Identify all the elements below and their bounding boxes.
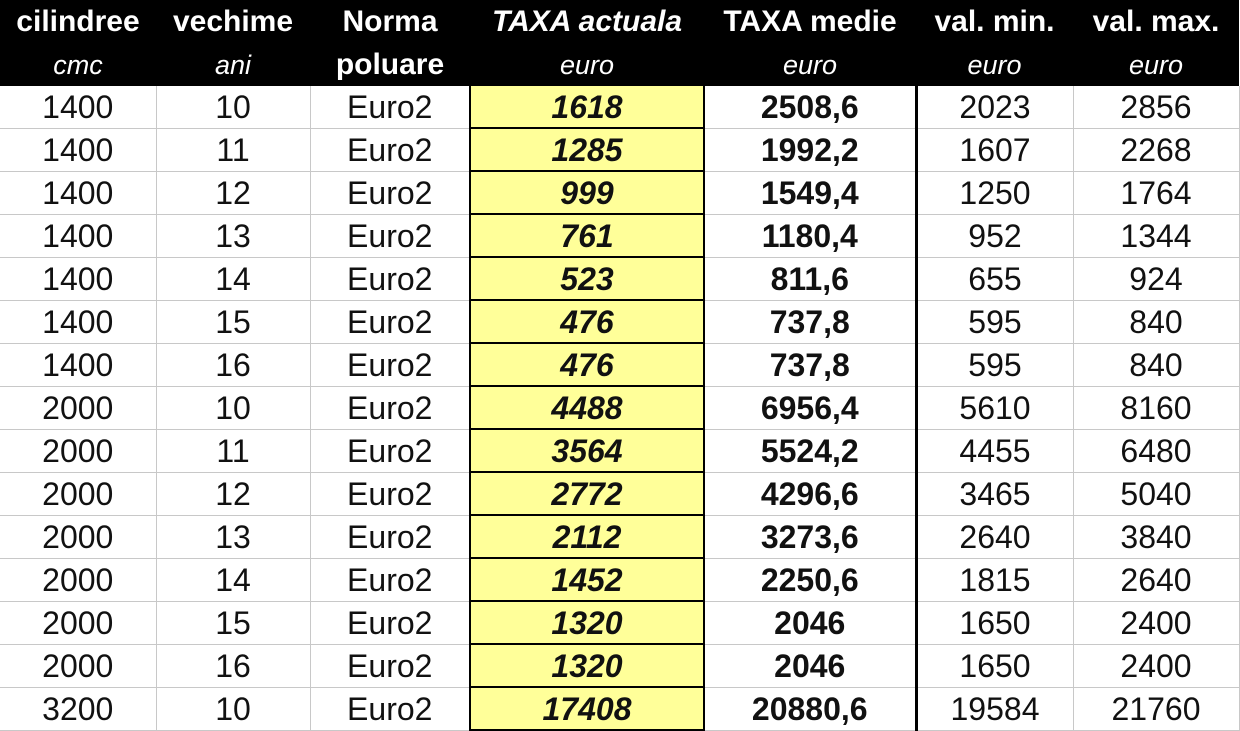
table-row <box>0 171 1239 214</box>
cell-vechime: 11 <box>156 128 310 171</box>
cell-val-min: 5610 <box>916 386 1073 429</box>
cell-cilindree: 1400 <box>0 86 156 128</box>
cell-norma: Euro2 <box>310 472 470 515</box>
cell-taxa-medie: 2046 <box>704 644 916 687</box>
cell-taxa-medie: 1180,4 <box>704 214 916 257</box>
cell-norma: Euro2 <box>310 128 470 171</box>
cell-val-max: 2400 <box>1073 601 1239 644</box>
unit-taxa-actuala: euro <box>470 44 704 86</box>
cell-val-max: 840 <box>1073 300 1239 343</box>
cell-vechime: 13 <box>156 515 310 558</box>
cell-taxa-actuala: 3564 <box>470 429 704 472</box>
cell-norma: Euro2 <box>310 558 470 601</box>
cell-vechime: 12 <box>156 472 310 515</box>
cell-val-min: 2640 <box>916 515 1073 558</box>
cell-norma: Euro2 <box>310 257 470 300</box>
unit-vechime: ani <box>156 44 310 86</box>
cell-taxa-actuala: 761 <box>470 214 704 257</box>
table-row <box>0 128 1239 171</box>
unit-val-min: euro <box>916 44 1073 86</box>
cell-cilindree: 2000 <box>0 644 156 687</box>
table-body <box>0 86 1239 730</box>
cell-val-min: 1650 <box>916 601 1073 644</box>
cell-taxa-medie: 2046 <box>704 601 916 644</box>
cell-vechime: 14 <box>156 558 310 601</box>
cell-val-min: 19584 <box>916 687 1073 730</box>
cell-taxa-actuala: 2112 <box>470 515 704 558</box>
cell-taxa-actuala: 476 <box>470 300 704 343</box>
cell-val-max: 2268 <box>1073 128 1239 171</box>
cell-taxa-medie: 6956,4 <box>704 386 916 429</box>
header-row-titles <box>0 0 1239 44</box>
cell-val-min: 595 <box>916 300 1073 343</box>
cell-taxa-actuala: 1320 <box>470 644 704 687</box>
cell-cilindree: 1400 <box>0 171 156 214</box>
cell-val-min: 952 <box>916 214 1073 257</box>
cell-cilindree: 1400 <box>0 257 156 300</box>
cell-vechime: 14 <box>156 257 310 300</box>
cell-norma: Euro2 <box>310 515 470 558</box>
cell-norma: Euro2 <box>310 386 470 429</box>
cell-val-min: 3465 <box>916 472 1073 515</box>
cell-cilindree: 2000 <box>0 472 156 515</box>
cell-vechime: 10 <box>156 386 310 429</box>
header-cilindree: cilindree <box>0 0 156 44</box>
header-norma: Norma <box>310 0 470 44</box>
cell-taxa-actuala: 17408 <box>470 687 704 730</box>
cell-vechime: 10 <box>156 687 310 730</box>
cell-cilindree: 1400 <box>0 214 156 257</box>
table-row <box>0 644 1239 687</box>
cell-taxa-actuala: 476 <box>470 343 704 386</box>
cell-val-max: 1344 <box>1073 214 1239 257</box>
cell-val-max: 3840 <box>1073 515 1239 558</box>
cell-cilindree: 1400 <box>0 343 156 386</box>
cell-val-min: 1607 <box>916 128 1073 171</box>
cell-taxa-medie: 737,8 <box>704 343 916 386</box>
cell-taxa-actuala: 2772 <box>470 472 704 515</box>
table-row <box>0 472 1239 515</box>
cell-vechime: 16 <box>156 343 310 386</box>
cell-val-max: 2856 <box>1073 86 1239 128</box>
header-val-max: val. max. <box>1073 0 1239 44</box>
header-vechime: vechime <box>156 0 310 44</box>
cell-val-min: 2023 <box>916 86 1073 128</box>
cell-cilindree: 1400 <box>0 300 156 343</box>
table-row <box>0 343 1239 386</box>
cell-norma: Euro2 <box>310 687 470 730</box>
cell-vechime: 12 <box>156 171 310 214</box>
cell-norma: Euro2 <box>310 429 470 472</box>
cell-val-max: 2640 <box>1073 558 1239 601</box>
cell-taxa-actuala: 4488 <box>470 386 704 429</box>
cell-vechime: 16 <box>156 644 310 687</box>
cell-cilindree: 2000 <box>0 558 156 601</box>
cell-cilindree: 2000 <box>0 429 156 472</box>
cell-taxa-actuala: 523 <box>470 257 704 300</box>
cell-vechime: 13 <box>156 214 310 257</box>
cell-taxa-medie: 737,8 <box>704 300 916 343</box>
unit-cilindree: cmc <box>0 44 156 86</box>
table-row <box>0 386 1239 429</box>
cell-vechime: 15 <box>156 601 310 644</box>
cell-taxa-medie: 5524,2 <box>704 429 916 472</box>
cell-taxa-actuala: 1452 <box>470 558 704 601</box>
cell-val-max: 2400 <box>1073 644 1239 687</box>
unit-val-max: euro <box>1073 44 1239 86</box>
cell-norma: Euro2 <box>310 343 470 386</box>
cell-val-max: 6480 <box>1073 429 1239 472</box>
cell-taxa-medie: 4296,6 <box>704 472 916 515</box>
header-val-min: val. min. <box>916 0 1073 44</box>
cell-taxa-medie: 2250,6 <box>704 558 916 601</box>
cell-taxa-actuala: 1285 <box>470 128 704 171</box>
header-row-units <box>0 44 1239 86</box>
cell-taxa-medie: 2508,6 <box>704 86 916 128</box>
unit-taxa-medie: euro <box>704 44 916 86</box>
unit-norma: poluare <box>310 44 470 86</box>
table-row <box>0 515 1239 558</box>
table-row <box>0 558 1239 601</box>
cell-val-max: 21760 <box>1073 687 1239 730</box>
cell-norma: Euro2 <box>310 86 470 128</box>
cell-vechime: 10 <box>156 86 310 128</box>
table-row <box>0 257 1239 300</box>
cell-taxa-medie: 20880,6 <box>704 687 916 730</box>
table-row <box>0 687 1239 730</box>
cell-taxa-actuala: 999 <box>470 171 704 214</box>
cell-taxa-actuala: 1618 <box>470 86 704 128</box>
cell-norma: Euro2 <box>310 214 470 257</box>
cell-val-min: 4455 <box>916 429 1073 472</box>
cell-val-min: 655 <box>916 257 1073 300</box>
cell-vechime: 15 <box>156 300 310 343</box>
table-row <box>0 601 1239 644</box>
header-taxa-medie: TAXA medie <box>704 0 916 44</box>
cell-norma: Euro2 <box>310 644 470 687</box>
cell-norma: Euro2 <box>310 171 470 214</box>
cell-cilindree: 2000 <box>0 601 156 644</box>
table-row <box>0 86 1239 128</box>
table-row <box>0 214 1239 257</box>
cell-val-min: 595 <box>916 343 1073 386</box>
cell-taxa-medie: 3273,6 <box>704 515 916 558</box>
cell-cilindree: 1400 <box>0 128 156 171</box>
table-row <box>0 429 1239 472</box>
cell-val-max: 924 <box>1073 257 1239 300</box>
cell-val-min: 1815 <box>916 558 1073 601</box>
cell-vechime: 11 <box>156 429 310 472</box>
cell-cilindree: 2000 <box>0 386 156 429</box>
cell-taxa-medie: 811,6 <box>704 257 916 300</box>
cell-cilindree: 3200 <box>0 687 156 730</box>
cell-cilindree: 2000 <box>0 515 156 558</box>
cell-val-min: 1250 <box>916 171 1073 214</box>
header-taxa-actuala: TAXA actuala <box>470 0 704 44</box>
cell-norma: Euro2 <box>310 601 470 644</box>
cell-val-max: 5040 <box>1073 472 1239 515</box>
cell-val-min: 1650 <box>916 644 1073 687</box>
cell-norma: Euro2 <box>310 300 470 343</box>
table-row <box>0 300 1239 343</box>
cell-val-max: 1764 <box>1073 171 1239 214</box>
cell-val-max: 8160 <box>1073 386 1239 429</box>
cell-val-max: 840 <box>1073 343 1239 386</box>
cell-taxa-medie: 1992,2 <box>704 128 916 171</box>
cell-taxa-actuala: 1320 <box>470 601 704 644</box>
cell-taxa-medie: 1549,4 <box>704 171 916 214</box>
